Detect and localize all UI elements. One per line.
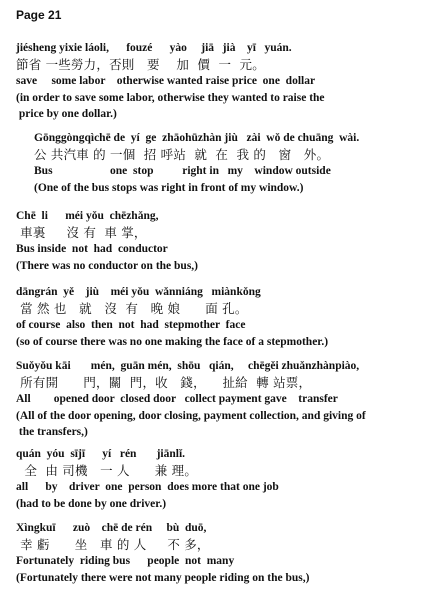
translation-line: price by one dollar.) — [16, 108, 117, 120]
gloss-line: of course also then not had stepmother face — [16, 319, 246, 331]
pinyin-line: jiésheng yixie láoli, fouzé yào jiā jià yī yuán. — [16, 42, 292, 54]
sentence-block-5 — [16, 358, 416, 441]
sentence-block-1 — [16, 40, 416, 123]
chinese-line: 公 共汽車 的 一個 招 呼站 就 在 我 的 窗 外。 — [34, 146, 330, 162]
chinese-line: 車裏 沒 有 車 掌， — [16, 224, 147, 240]
pinyin-line: Suǒyǒu kāi mén, guān mén, shōu qián, chēgěi zhuǎnzhànpiào, — [16, 360, 360, 372]
translation-line: the transfers,) — [16, 426, 88, 438]
gloss-line: Bus one stop right in my window outside — [34, 165, 331, 177]
translation-line: (had to be done by one driver.) — [16, 497, 167, 510]
translation-line: (One of the bus stops was right in front of my window.) — [34, 181, 304, 194]
pinyin-line: Gōnggòngqìchē de yí ge zhāohūzhàn jiù zài wǒ de chuāng wài. — [34, 132, 360, 144]
sentence-block-4 — [16, 284, 416, 350]
gloss-line: save some labor otherwise wanted raise price one dollar — [16, 75, 316, 87]
pinyin-line: dāngrán yě jiù méi yǒu wǎnniáng miànkǒng — [16, 286, 261, 298]
page-title: Page 21 — [16, 8, 62, 22]
chinese-line: 全 由 司機 一 人 兼 理。 — [16, 462, 198, 478]
gloss-line: all by driver one person does more that one job — [16, 481, 279, 493]
gloss-line: Bus inside not had conductor — [16, 243, 168, 255]
translation-line: (All of the door opening, door closing, payment collection, and giving of — [16, 409, 366, 422]
sentence-block-3 — [16, 208, 416, 274]
pinyin-line: Chē li méi yǒu chēzhǎng, — [16, 210, 159, 222]
translation-line: (so of course there was no one making the face of a stepmother.) — [16, 335, 329, 348]
sentence-block-6 — [16, 446, 416, 512]
chinese-line: 所有開 門，關 門，收 錢， 扯給 轉 站票， — [16, 374, 312, 390]
translation-line: (There was no conductor on the bus,) — [16, 259, 198, 272]
gloss-line: Fortunately riding bus people not many — [16, 555, 235, 567]
translation-line: (in order to save some labor, otherwise they wanted to raise the — [16, 91, 325, 104]
sentence-block-2 — [16, 130, 425, 196]
gloss-line: All opened door closed door collect payment gave transfer — [16, 393, 338, 405]
translation-line: (Fortunately there were not many people riding on the bus,) — [16, 571, 310, 584]
chinese-line: 幸 虧 坐 車 的 人 不 多， — [16, 536, 210, 552]
chinese-line: 節省 一些勞力，否則 要 加 價 一 元。 — [16, 56, 265, 72]
pinyin-line: Xìngkuī zuò chē de rén bù duō, — [16, 522, 207, 534]
sentence-block-7 — [16, 520, 416, 586]
pinyin-line: quán yóu sījī yí rén jiānlǐ. — [16, 448, 186, 460]
chinese-line: 當 然 也 就 沒 有 晚 娘 面 孔。 — [16, 300, 248, 316]
